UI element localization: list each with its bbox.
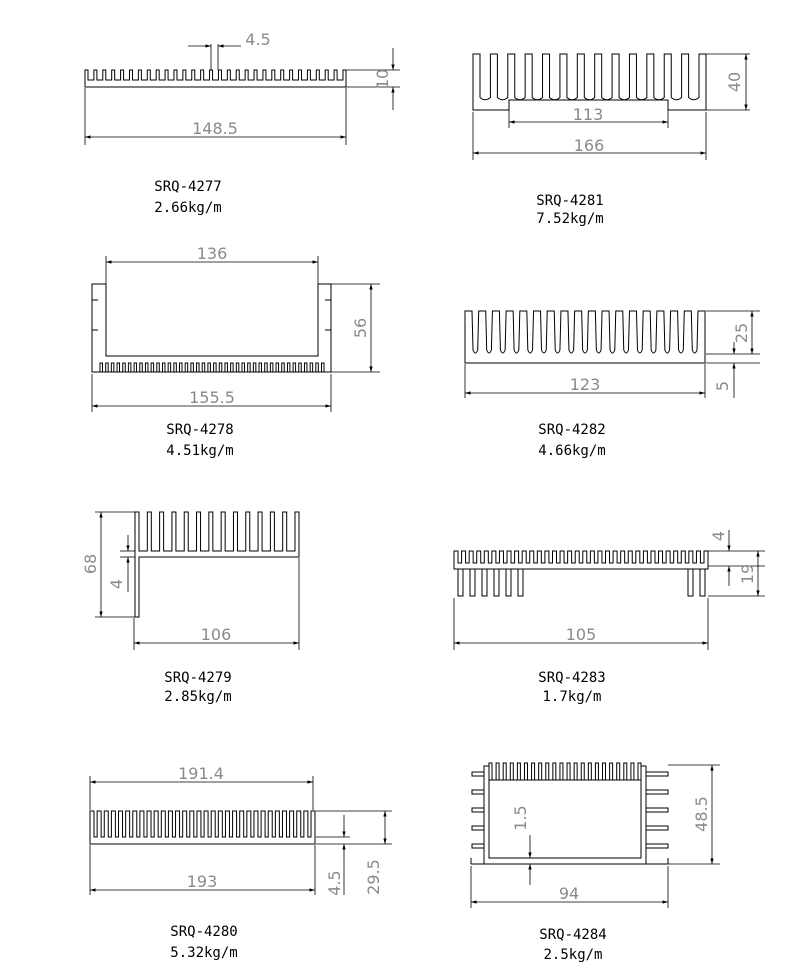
model-name: SRQ-4281 bbox=[536, 193, 604, 209]
weight-per-meter: 2.5kg/m bbox=[543, 947, 603, 963]
heatsink-profile-outline bbox=[85, 70, 346, 87]
model-name: SRQ-4278 bbox=[166, 422, 234, 438]
model-name: SRQ-4277 bbox=[154, 179, 222, 195]
dim-width: 166 bbox=[573, 136, 605, 155]
heatsink-profile-outline bbox=[473, 54, 706, 110]
profile-srq-4279 bbox=[81, 512, 299, 705]
dim-width: 106 bbox=[200, 625, 232, 644]
weight-per-meter: 4.51kg/m bbox=[166, 443, 234, 459]
model-name: SRQ-4280 bbox=[170, 924, 238, 940]
weight-per-meter: 1.7kg/m bbox=[542, 689, 602, 705]
model-name: SRQ-4283 bbox=[538, 670, 606, 686]
profile-srq-4278 bbox=[92, 244, 380, 459]
profile-srq-4284 bbox=[471, 763, 720, 963]
weight-per-meter: 7.52kg/m bbox=[536, 211, 604, 227]
weight-per-meter: 5.32kg/m bbox=[170, 945, 238, 961]
dim-width: 123 bbox=[569, 375, 601, 394]
weight-per-meter: 2.66kg/m bbox=[154, 200, 222, 216]
dim-width: 148.5 bbox=[192, 119, 238, 138]
heatsink-profile-outline bbox=[90, 811, 315, 844]
dim-base-width: 113 bbox=[572, 105, 604, 124]
dim-height: 48.5 bbox=[692, 796, 711, 832]
dim-width: 193 bbox=[186, 872, 218, 891]
dim-base-thickness: 5 bbox=[713, 380, 732, 392]
model-name: SRQ-4282 bbox=[538, 422, 606, 438]
profile-srq-4277 bbox=[85, 30, 400, 216]
dim-width: 94 bbox=[558, 884, 580, 903]
model-name: SRQ-4279 bbox=[164, 670, 232, 686]
dim-top-width: 191.4 bbox=[178, 764, 224, 783]
heatsink-profile-outline bbox=[92, 284, 331, 372]
dim-height: 68 bbox=[81, 553, 100, 575]
profile-srq-4280 bbox=[90, 764, 392, 961]
dim-base-thickness: 4.5 bbox=[325, 870, 344, 896]
profile-srq-4281 bbox=[473, 54, 750, 227]
dim-height: 40 bbox=[725, 71, 744, 93]
heatsink-profile-outline bbox=[454, 551, 708, 596]
heatsink-profile-outline bbox=[471, 763, 668, 864]
dim-base-thickness: 4 bbox=[709, 530, 728, 542]
dim-base-thickness: 4 bbox=[107, 578, 126, 590]
dim-fin-height: 25 bbox=[732, 322, 751, 344]
dim-width: 155.5 bbox=[189, 388, 235, 407]
dim-height: 56 bbox=[351, 317, 370, 339]
profile-srq-4283 bbox=[454, 530, 765, 705]
weight-per-meter: 4.66kg/m bbox=[538, 443, 606, 459]
weight-per-meter: 2.85kg/m bbox=[164, 689, 232, 705]
dim-width: 105 bbox=[565, 625, 597, 644]
dim-height: 19 bbox=[738, 563, 757, 585]
dim-height: 29.5 bbox=[364, 859, 383, 895]
model-name: SRQ-4284 bbox=[539, 927, 607, 943]
profile-srq-4282 bbox=[465, 311, 760, 459]
dim-inner-width: 136 bbox=[196, 244, 228, 263]
dim-wall-thickness: 1.5 bbox=[511, 805, 530, 831]
heatsink-profile-outline bbox=[465, 311, 705, 363]
dim-height: 10 bbox=[373, 68, 392, 90]
heatsink-profile-outline bbox=[135, 512, 299, 617]
dim-fin-pitch: 4.5 bbox=[245, 30, 271, 49]
